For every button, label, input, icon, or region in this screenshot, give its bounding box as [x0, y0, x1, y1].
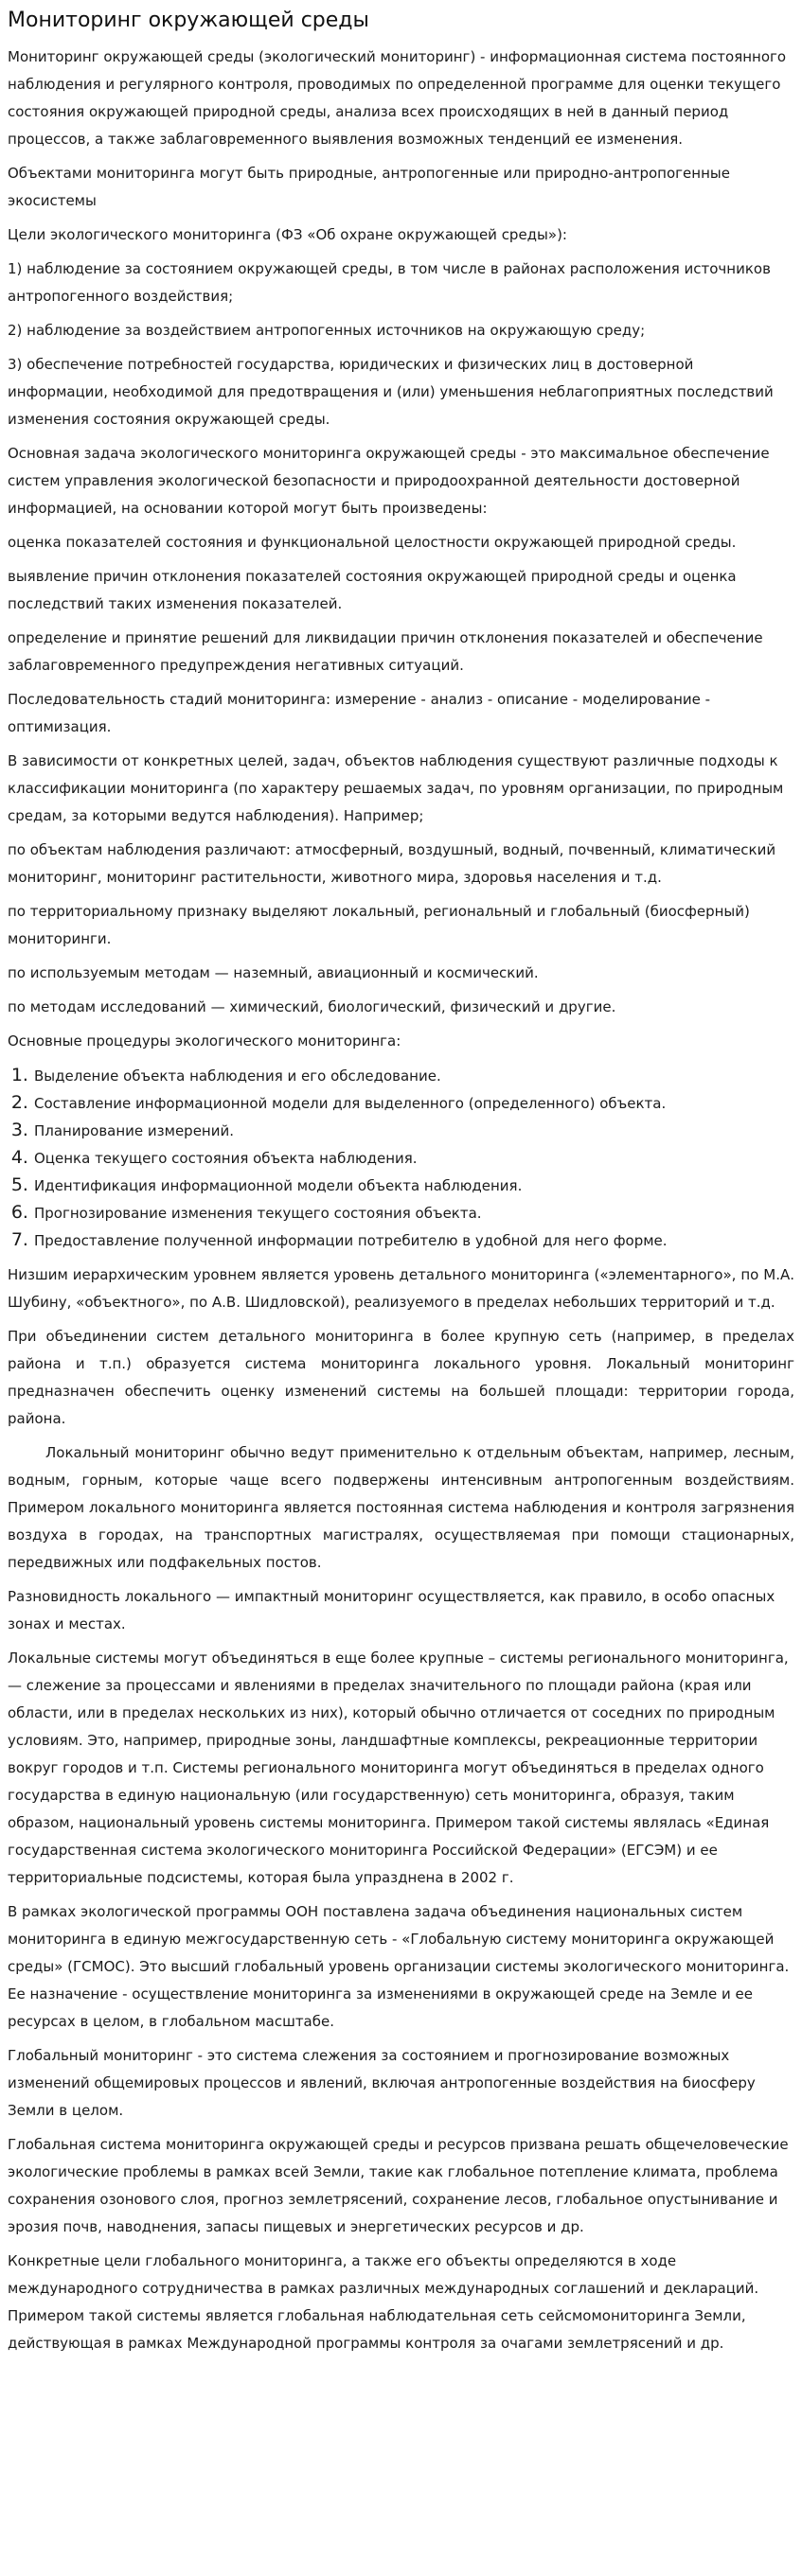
paragraph: Глобальный мониторинг - это система слежения за состоянием и прогнозирование возможных изменений общемировых процессов и явлений, включая антропогенные воздействия на биосферу Земли в целом. [8, 2047, 756, 2119]
paragraph: Мониторинг окружающей среды (экологический мониторинг) - информационная система постоянного наблюдения и регулярного контроля, проводимых по определенной программе для оценки текущего состояния окружающей природной среды, анализа всех происходящих в ней в данный период процессов, а также заблаговременного выявления возможных тенденций ее изменения. [8, 48, 787, 148]
list-item: 4. Оценка текущего состояния объекта наблюдения. [34, 1144, 794, 1172]
paragraph: Последовательность стадий мониторинга: измерение - анализ - описание - моделирование - оптимизация. [8, 691, 711, 735]
paragraph: оценка показателей состояния и функциональной целостности окружающей природной среды. [8, 534, 737, 551]
paragraph: по территориальному признаку выделяют локальный, региональный и глобальный (биосферный) мониторинги. [8, 903, 750, 947]
paragraph: Основная задача экологического мониторинга окружающей среды - это максимальное обеспечение систем управления экологической безопасности и природоохранной деятельности достоверной информацией, на основании которой могут быть произведены: [8, 445, 770, 517]
list-item: 2. Составление информационной модели для выделенного (определенного) объекта. [34, 1089, 794, 1117]
list-item: 5. Идентификация информационной модели объекта наблюдения. [34, 1172, 794, 1199]
paragraph: Глобальная система мониторинга окружающей среды и ресурсов призвана решать общечеловеческие экологические проблемы в рамках всей Земли, такие как глобальное потепление климата, проблема сохранения озонового слоя, прогноз землетрясений, сохранение лесов, глобальное опустынивание и эрозия почв, наводнения, запасы пищевых и энергетических ресурсов и др. [8, 2136, 789, 2235]
paragraph: выявление причин отклонения показателей состояния окружающей природной среды и оценка последствий таких изменения показателей. [8, 568, 737, 612]
list-item: 3. Планирование измерений. [34, 1117, 794, 1144]
paragraph: Цели экологического мониторинга (ФЗ «Об охране окружающей среды»): [8, 226, 567, 243]
paragraph: 1) наблюдение за состоянием окружающей среды, в том числе в районах расположения источников антропогенного воздействия; [8, 260, 771, 305]
paragraph: по используемым методам — наземный, авиационный и космический. [8, 964, 539, 981]
procedures-list [8, 1062, 794, 1254]
paragraph: Низшим иерархическим уровнем является уровень детального мониторинга («элементарного», по М.А. Шубину, «объектного», по А.В. Шидловской), реализуемого в пределах небольших территорий и т.д. [8, 1266, 794, 1311]
paragraph: Разновидность локального — импактный мониторинг осуществляется, как правило, в особо опасных зонах и местах. [8, 1588, 775, 1632]
paragraph: При объединении систем детального мониторинга в более крупную сеть (например, в пределах района и т.п.) образуется система мониторинга локального уровня. Локальный мониторинг предназначен обеспечить оценку изменений системы на большей площади: территории города, района. [8, 1328, 794, 1427]
paragraph: определение и принятие решений для ликвидации причин отклонения показателей и обеспечение заблаговременного предупреждения негативных ситуаций. [8, 629, 763, 674]
list-item: 7. Предоставление полученной информации потребителю в удобной для него форме. [34, 1226, 794, 1254]
paragraph: 3) обеспечение потребностей государства, юридических и физических лиц в достоверной информации, необходимой для предотвращения и (или) уменьшения неблагоприятных последствий изменения состояния окружающей среды. [8, 356, 774, 428]
paragraph: 2) наблюдение за воздействием антропогенных источников на окружающую среду; [8, 322, 646, 339]
paragraph: по методам исследований — химический, биологический, физический и другие. [8, 998, 616, 1015]
list-item: 6. Прогнозирование изменения текущего состояния объекта. [34, 1199, 794, 1226]
paragraph: Объектами мониторинга могут быть природные, антропогенные или природно-антропогенные экосистемы [8, 165, 730, 209]
paragraph: Локальные системы могут объединяться в еще более крупные – системы регионального мониторинга, — слежение за процессами и явлениями в пределах значительного по площади района (края или области, или в пределах нескольких из них), который обычно отличается от соседних по природным условиям. Это, например, природные зоны, ландшафтные комплексы, рекреационные территории вокруг городов и т.п. Системы регионального мониторинга могут объединяться в пределах одного государства в единую национальную (или государственную) сеть мониторинга, образуя, таким образом, национальный уровень системы мониторинга. Примером такой системы являлась «Единая государственная система экологического мониторинга Российской Федерации» (ЕГСЭМ) и ее территориальные подсистемы, которая была упразднена в 2002 г. [8, 1650, 789, 1886]
paragraph: по объектам наблюдения различают: атмосферный, воздушный, водный, почвенный, климатический мониторинг, мониторинг растительности, животного мира, здоровья населения и т.д. [8, 841, 776, 886]
paragraph: В зависимости от конкретных целей, задач, объектов наблюдения существуют различные подходы к классификации мониторинга (по характеру решаемых задач, по уровням организации, по природным средам, за которыми ведутся наблюдения). Например; [8, 752, 784, 824]
paragraph: Конкретные цели глобального мониторинга, а также его объекты определяются в ходе международного сотрудничества в рамках различных международных соглашений и деклараций. Примером такой системы является глобальная наблюдательная сеть сейсмомониторинга Земли, действующая в рамках Международной программы контроля за очагами землетрясений и др. [8, 2252, 759, 2352]
paragraph: Основные процедуры экологического мониторинга: [8, 1032, 401, 1050]
list-item: 1. Выделение объекта наблюдения и его обследование. [34, 1062, 794, 1089]
paragraph: В рамках экологической программы ООН поставлена задача объединения национальных систем мониторинга в единую межгосударственную сеть - «Глобальную систему мониторинга окружающей среды» (ГСМОС). Это высший глобальный уровень организации системы экологического мониторинга. Ее назначение - осуществление мониторинга за изменениями в окружающей среде на Земле и ее ресурсах в целом, в глобальном масштабе. [8, 1903, 790, 2030]
page-title: Мониторинг окружающей среды [8, 9, 369, 32]
paragraph: Локальный мониторинг обычно ведут применительно к отдельным объектам, например, лесным, водным, горным, которые чаще всего подвержены интенсивным антропогенным воздействиям. Примером локального мониторинга является постоянная система наблюдения и контроля загрязнения воздуха в городах, на транспортных магистралях, осуществляемая при помощи стационарных, передвижных или подфакельных постов. [8, 1444, 794, 1571]
article [0, 8, 802, 2372]
